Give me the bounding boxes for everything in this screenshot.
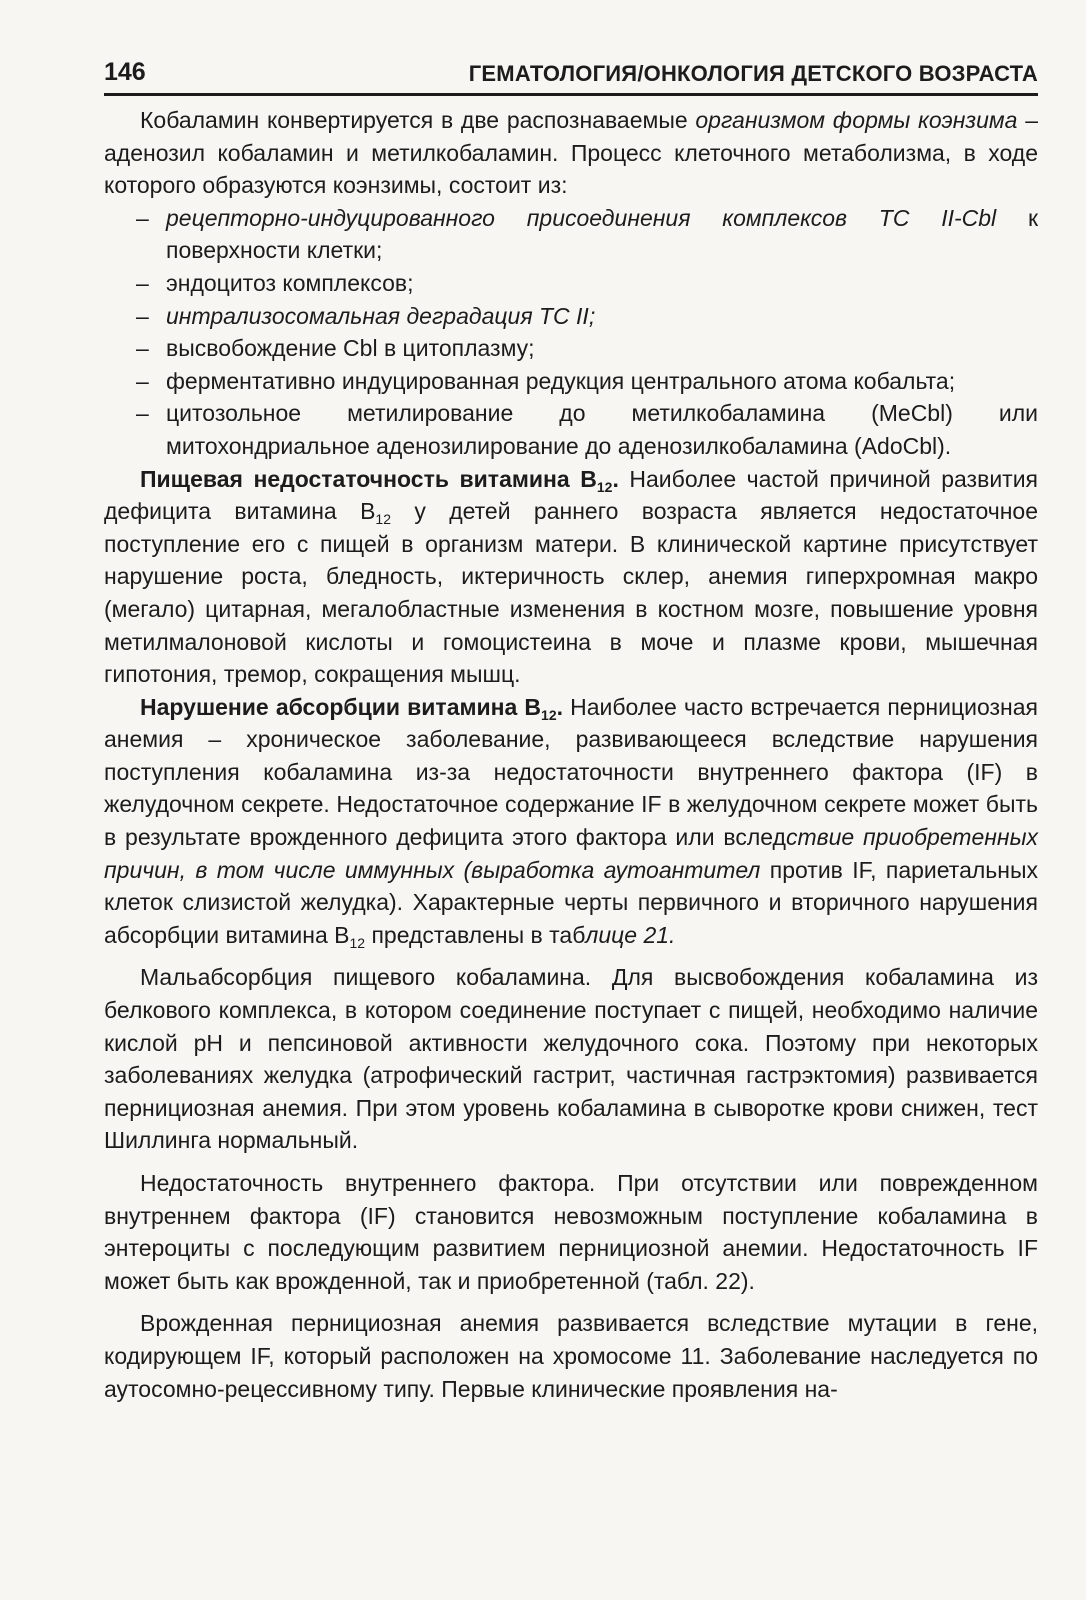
list-item	[104, 365, 1038, 398]
malabsorption-paragraph: Мальабсорбция пищевого кобаламина. Для высвобождения кобаламина из белкового комплекса, в котором соединение поступает с пищей, необходимо наличие кислой pH и пепсиновой активности желудочного сока. Поэтому при некоторых заболеваниях желудка (атрофический гастрит, частичная гастрэктомия) развивается пернициозная анемия. При этом уровень кобаламина в сыворотке крови снижен, тест Шиллинга нормальный.	[104, 964, 1038, 1154]
intro-paragraph	[104, 104, 1038, 202]
intro-text-b: – аденозил кобаламин и метилкобаламин. Процесс клеточного метаболизма, в ходе которого образуются коэнзимы, состоит из:	[104, 107, 1038, 199]
step-3: интрализосомальная деградация ТС II;	[166, 302, 596, 329]
page-number: 146	[104, 58, 146, 86]
absorption-text-2: против IF, париетальных клеток слизистой желудка). Характерные черты первичного и вторичного нарушения абсорбции витамина B	[104, 856, 1039, 948]
list-item	[104, 332, 1038, 365]
dietary-sub: 12	[375, 511, 391, 528]
dietary-deficiency-paragraph	[104, 463, 1038, 691]
page-body	[104, 104, 1038, 1405]
page-header	[104, 58, 1038, 96]
absorption-italic-1: ствие приобретенных причин, в том числе иммунных (выработка аутоантител	[104, 824, 1038, 883]
absorption-heading-sub: 12	[541, 706, 557, 723]
absorption-heading-end: .	[556, 693, 564, 720]
dietary-heading	[140, 465, 619, 495]
intro-italic: организмом формы коэнзима	[695, 107, 1018, 133]
dietary-heading-sub: 12	[596, 478, 613, 495]
step-4: высвобождение Cbl в цитоплазму;	[166, 335, 535, 362]
absorption-text-3: представлены в таб	[365, 921, 586, 948]
congenital-anemia-paragraph: Врожденная пернициозная анемия развивается вследствие мутации в гене, кодирующем IF, который расположен на хромосоме 11. Заболевание наследуется по аутосомно-рецессивному типу. Первые клинические проявления на-	[104, 1310, 1038, 1402]
step-1-rest: к поверхности клетки;	[166, 204, 1039, 264]
list-item	[104, 397, 1038, 462]
absorption-heading	[140, 693, 564, 723]
step-1-italic: рецепторно-индуцированного присоединения комплексов ТС II-Cbl	[166, 204, 997, 231]
absorption-heading-text: Нарушение абсорбции витамина B	[140, 693, 542, 720]
dietary-text-1: Наиболее частой причиной развития дефицита витамина B	[104, 465, 1039, 525]
absorption-italic-2: лице 21.	[585, 921, 676, 948]
dietary-text-2: у детей раннего возраста является недостаточное поступление его с пищей в организм матери. В клинической картине присутствует нарушение роста, бледность, иктеричность склер, анемия гиперхромная макро (мегало) цитарная, мегалобластные изменения в костном мозге, повышение уровня метилмалоновой кислоты и гомоцистеина в моче и плазме крови, мышечная гипотония, тремор, сокращения мышц.	[104, 498, 1039, 688]
metabolism-steps-list	[104, 202, 1038, 463]
list-item	[104, 202, 1038, 267]
absorption-disorder-paragraph	[104, 691, 1038, 952]
step-6: цитозольное метилирование до метилкобаламина (MeCbl) или митохондриальное аденозилирование до аденозилкобаламина (AdoCbl).	[166, 400, 1038, 459]
dietary-heading-text: Пищевая недостаточность витамина B	[140, 465, 597, 492]
absorption-sub: 12	[349, 934, 366, 951]
dietary-heading-end: .	[612, 465, 619, 492]
absorption-text-1: Наиболее часто встречается пернициозная анемия – хроническое заболевание, развивающееся вследствие нарушения поступления кобаламина из-за недостаточности внутреннего фактора (IF) в желудочном секрете. Недостаточное содержание IF в желудочном секрете может быть в результате врожденного дефицита этого фактора или вслед	[104, 693, 1038, 851]
list-item	[104, 267, 1038, 300]
step-2: эндоцитоз комплексов;	[166, 269, 414, 296]
if-deficiency-paragraph: Недостаточность внутреннего фактора. При отсутствии или поврежденном внутреннем фактора (IF) становится невозможным поступление кобаламина в энтероциты с последующим развитием пернициозной анемии. Недостаточность IF может быть как врожденной, так и приобретенной (табл. 22).	[104, 1170, 1038, 1294]
step-5: ферментативно индуцированная редукция центрального атома кобальта;	[166, 367, 956, 394]
running-title: ГЕМАТОЛОГИЯ/ОНКОЛОГИЯ ДЕТСКОГО ВОЗРАСТА	[468, 61, 1038, 86]
book-page	[104, 58, 1038, 1405]
list-item	[104, 300, 1038, 333]
intro-text-a: Кобаламин конвертируется в две распознаваемые	[140, 107, 696, 133]
